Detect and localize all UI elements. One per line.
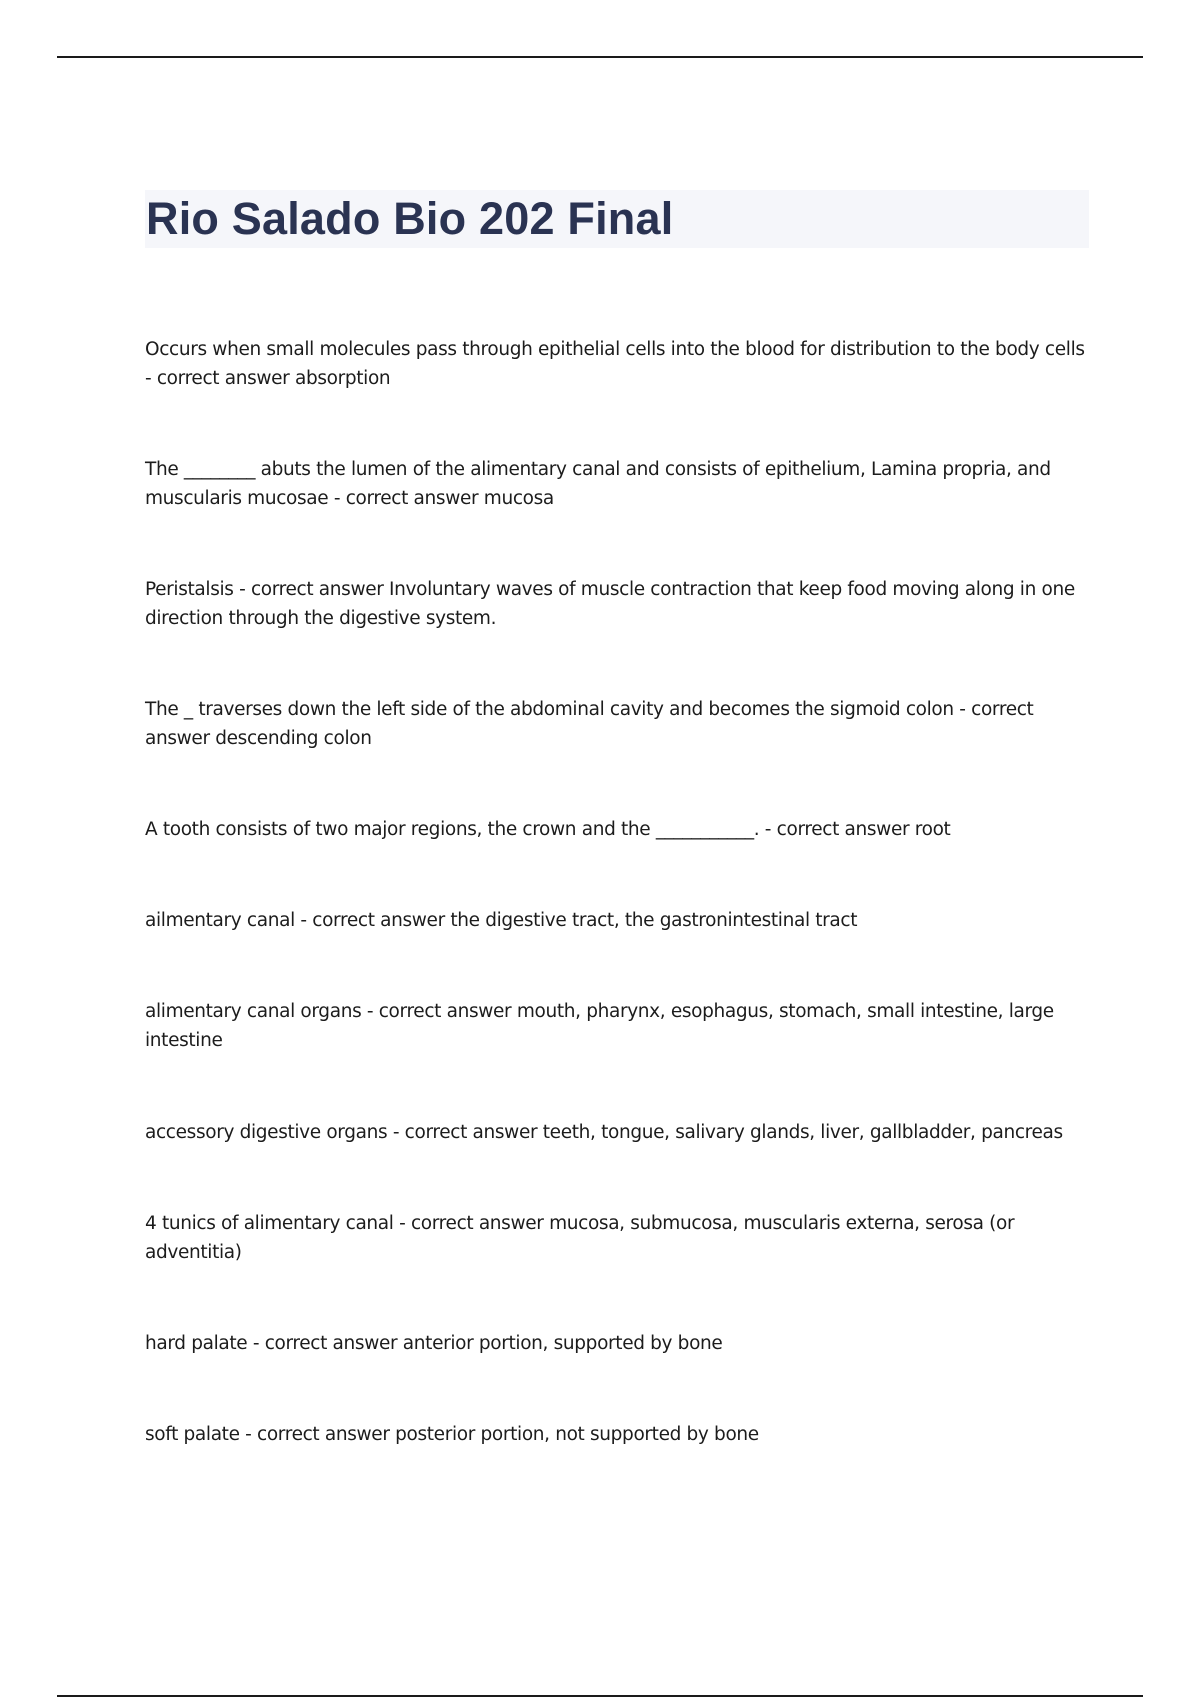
qa-item: Occurs when small molecules pass through epithelial cells into the blood for distribution to the body cells - correct answer absorption xyxy=(145,339,1085,389)
bottom-rule xyxy=(57,1695,1143,1697)
qa-item: The _ traverses down the left side of the abdominal cavity and becomes the sigmoid colon - correct answer descending colon xyxy=(145,699,1034,749)
qa-item: The ________ abuts the lumen of the alimentary canal and consists of epithelium, Lamina propria, and muscularis mucosae - correct answer mucosa xyxy=(145,459,1051,509)
qa-item: alimentary canal organs - correct answer mouth, pharynx, esophagus, stomach, small intestine, large intestine xyxy=(145,1001,1054,1051)
top-rule xyxy=(57,56,1143,58)
qa-item: accessory digestive organs - correct answer teeth, tongue, salivary glands, liver, gallbladder, pancreas xyxy=(145,1122,1063,1143)
document-title: Rio Salado Bio 202 Final xyxy=(146,193,674,244)
qa-item: soft palate - correct answer posterior portion, not supported by bone xyxy=(145,1424,759,1445)
qa-item: ailmentary canal - correct answer the digestive tract, the gastronintestinal tract xyxy=(145,910,858,931)
qa-item: 4 tunics of alimentary canal - correct answer mucosa, submucosa, muscularis externa, serosa (or adventitia) xyxy=(145,1213,1015,1263)
qa-item: A tooth consists of two major regions, the crown and the ___________. - correct answer root xyxy=(145,819,951,840)
qa-item: hard palate - correct answer anterior portion, supported by bone xyxy=(145,1333,723,1354)
qa-item: Peristalsis - correct answer Involuntary waves of muscle contraction that keep food moving along in one direction through the digestive system. xyxy=(145,579,1075,629)
